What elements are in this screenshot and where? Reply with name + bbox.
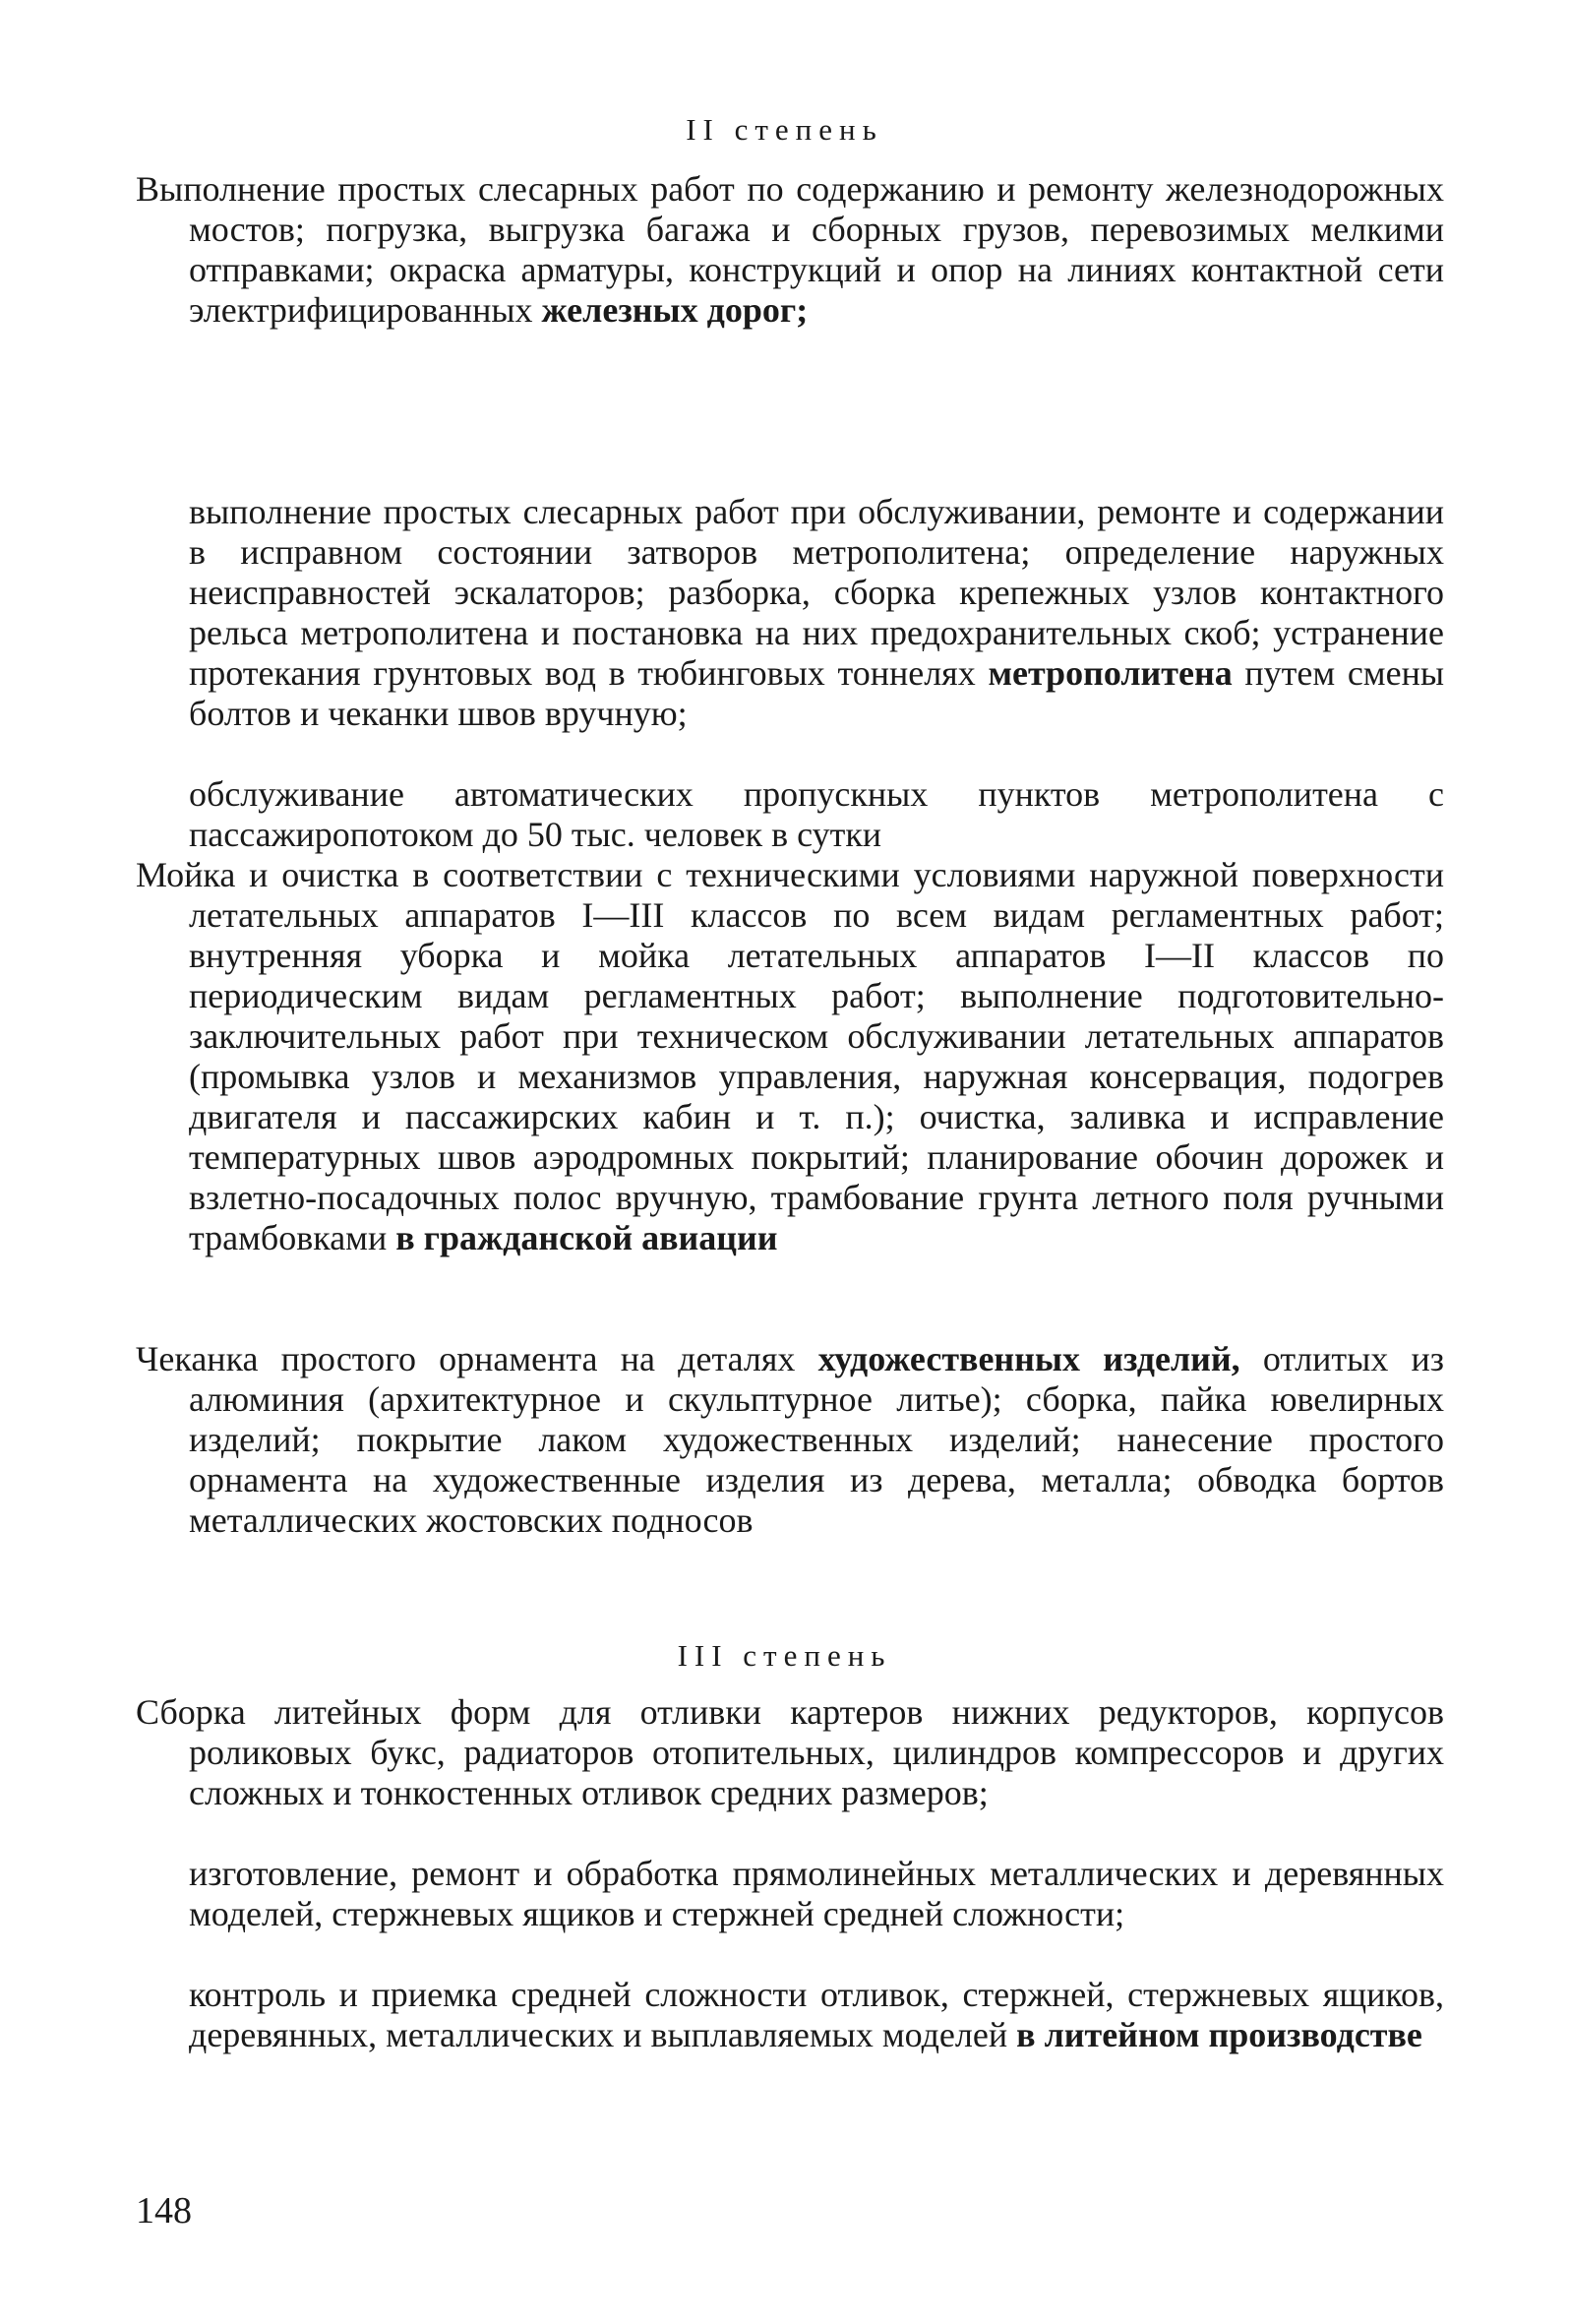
entry-bold-term: в литейном производстве — [1016, 2015, 1422, 2054]
entry-foundry-inspection — [189, 1975, 1444, 2055]
entry-railway — [136, 169, 1444, 331]
entry-text: Мойка и очистка в соответствии с техническими условиями наружной поверхности летательных аппаратов I—III классов по всем видам регламентных работ; внутренняя уборка и мойка летательных аппаратов I—II классов по периодическим видам регламентных работ; выполнение подготовительно-заключительных работ при техническом обслуживании летательных аппаратов (промывка узлов и механизмов управления, наружная консервация, подогрев двигателя и пассажирских кабин и т. п.); очистка, заливка и исправление температурных швов аэродромных покрытий; планирование обочин дорожек и взлетно-посадочных полос вручную, трамбование грунта летного поля ручными трамбовками — [136, 855, 1444, 1257]
entry-text: выполнение простых слесарных работ при обслуживании, ремонте и содержании в исправном состоянии затворов метрополитена; определение наружных неисправностей эскалаторов; разборка, сборка крепежных узлов контактного рельса метрополитена и постановка на них предохранительных скоб; устранение протекания грунтовых вод в тюбинговых тоннелях — [189, 492, 1444, 693]
entry-aviation — [136, 855, 1444, 1258]
entry-foundry-models — [189, 1854, 1444, 1934]
entry-text: Сборка литейных форм для отливки картеров нижних редукторов, корпусов роликовых букс, радиаторов отопительных, цилиндров компрессоров и других сложных и тонкостенных отливок средних размеров; — [136, 1692, 1444, 1812]
entry-foundry-molds — [136, 1692, 1444, 1813]
entry-art-products — [136, 1339, 1444, 1541]
entry-text: Чеканка простого орнамента на деталях — [136, 1339, 796, 1378]
page-number: 148 — [136, 2190, 192, 2232]
section-heading-2: II степень — [686, 112, 883, 147]
section-heading-3: III степень — [677, 1638, 892, 1673]
entry-metro-checkpoints — [189, 774, 1444, 855]
entry-text: обслуживание автоматических пропускных пунктов метрополитена с пассажиропотоком до 50 тыс. человек в сутки — [189, 774, 1444, 854]
entry-text: контроль и приемка средней сложности отливок, стержней, стержневых ящиков, деревянных, металлических и выплавляемых моделей — [189, 1975, 1444, 2054]
entry-metro-maintenance — [189, 492, 1444, 734]
entry-text: изготовление, ремонт и обработка прямолинейных металлических и деревянных моделей, стержневых ящиков и стержней средней сложности; — [189, 1854, 1444, 1933]
entry-bold-term: железных дорог; — [541, 290, 809, 330]
entry-text-tail: путем смены болтов и чеканки швов вручную; — [189, 653, 1445, 733]
entry-bold-term: в гражданской авиации — [395, 1218, 778, 1257]
entry-text-tail: отлитых из алюминия (архитектурное и скульптурное литье); сборка, пайка ювелирных изделий; покрытие лаком художественных изделий; нанесение простого орнамента на художественные изделия из дерева, металла; обводка бортов металлических жостовских подносов — [189, 1339, 1445, 1540]
entry-bold-term: художественных изделий, — [817, 1339, 1240, 1378]
entry-text: Выполнение простых слесарных работ по содержанию и ремонту железнодорожных мостов; погрузка, выгрузка багажа и сборных грузов, перевозимых мелкими отправками; окраска арматуры, конструкций и опор на линиях контактной сети электрифицированных — [136, 169, 1444, 330]
entry-bold-term: метрополитена — [988, 653, 1233, 693]
